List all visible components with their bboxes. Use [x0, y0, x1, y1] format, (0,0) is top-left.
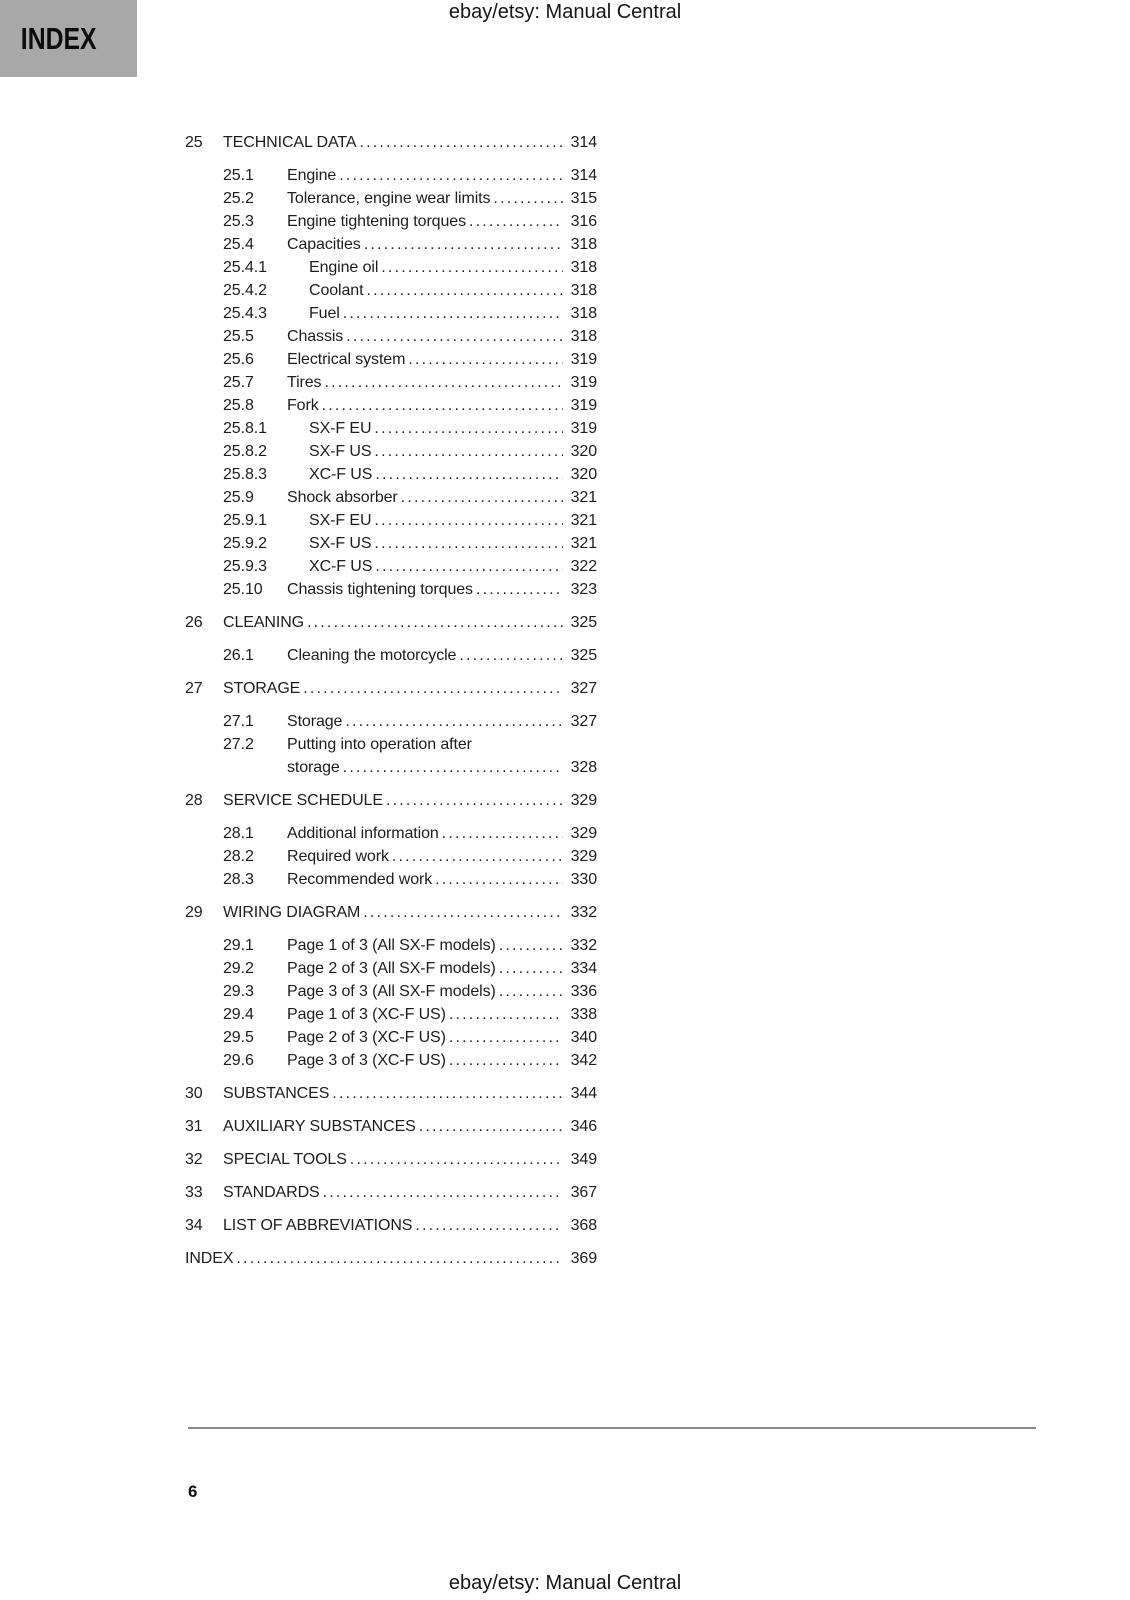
dot-leader	[303, 677, 563, 700]
footer-title: ebay/etsy: Manual Central	[448, 1572, 682, 1594]
toc-entry-number: 25.4.3	[223, 305, 267, 322]
toc-entry-title: Page 3 of 3 (XC-F US)	[287, 1052, 446, 1069]
toc-entry-page: 367	[570, 1184, 597, 1201]
toc-entry-page: 368	[570, 1217, 597, 1234]
dot-leader	[408, 348, 563, 371]
toc-entry-page: 321	[570, 535, 597, 552]
footer-rule	[188, 1427, 1036, 1429]
toc-entry-page: 332	[570, 937, 597, 954]
toc-entry-number: 25.5	[223, 328, 254, 345]
toc-entry-number: 29.5	[223, 1029, 254, 1046]
page-number: 6	[188, 1482, 198, 1501]
toc-entry	[185, 131, 597, 154]
toc-entry	[185, 845, 597, 868]
toc-entry-number: 29.1	[223, 937, 254, 954]
dot-leader	[339, 164, 563, 187]
toc-entry	[185, 532, 597, 555]
dot-leader	[364, 233, 563, 256]
toc-entry	[185, 463, 597, 486]
toc-entry-page: 369	[570, 1250, 597, 1267]
toc-entry-number: 33	[185, 1184, 203, 1201]
dot-leader	[449, 1026, 563, 1049]
toc-entry	[185, 957, 597, 980]
toc-entry	[185, 1115, 597, 1138]
toc-entry	[185, 733, 597, 756]
toc-entry-page: 329	[570, 792, 597, 809]
toc-entry-number: 25.4.2	[223, 282, 267, 299]
toc-entry-number: 25	[185, 134, 203, 151]
dot-leader	[236, 1247, 563, 1270]
toc-entry-number: 25.7	[223, 374, 254, 391]
toc-entry-page: 323	[570, 581, 597, 598]
dot-leader	[381, 256, 563, 279]
toc-entry-number: 27	[185, 680, 203, 697]
toc-entry-page: 344	[570, 1085, 597, 1102]
toc-entry-page: 332	[570, 904, 597, 921]
toc-entry-title: SERVICE SCHEDULE	[223, 792, 383, 809]
toc-entry-page: 329	[570, 848, 597, 865]
toc-entry-number: 25.3	[223, 213, 254, 230]
toc-entry-title: XC-F US	[309, 466, 373, 483]
toc-entry-number: 34	[185, 1217, 203, 1234]
toc-entry-number: 29.6	[223, 1052, 254, 1069]
toc-entry-title: Chassis	[287, 328, 344, 345]
toc-entry	[185, 1148, 597, 1171]
dot-leader	[323, 1181, 563, 1204]
toc-entry-title: Chassis tightening torques	[287, 581, 473, 598]
toc-entry-page: 314	[570, 167, 597, 184]
toc-entry-number: 28	[185, 792, 203, 809]
toc-entry-title: Engine tightening torques	[287, 213, 466, 230]
toc-entry-title: Page 3 of 3 (All SX-F models)	[287, 983, 496, 1000]
toc-entry-number: 30	[185, 1085, 203, 1102]
toc-entry-title: XC-F US	[309, 558, 373, 575]
toc-entry-page: 314	[570, 134, 597, 151]
toc-entry	[185, 868, 597, 891]
toc-entry-title: Coolant	[309, 282, 364, 299]
dot-leader	[449, 1049, 563, 1072]
toc-entry	[185, 1026, 597, 1049]
toc-entry-number: 27.1	[223, 713, 254, 730]
toc-entry-number: 25.4	[223, 236, 254, 253]
toc-entry	[185, 1247, 597, 1270]
toc-entry-page: 320	[570, 466, 597, 483]
toc-entry-number: 29	[185, 904, 203, 921]
toc-entry	[185, 901, 597, 924]
toc-entry-page: 338	[570, 1006, 597, 1023]
toc-entry	[185, 611, 597, 634]
toc-entry-page: 318	[570, 259, 597, 276]
toc-entry-page: 318	[570, 305, 597, 322]
toc-entry-page: 327	[570, 713, 597, 730]
toc-entry-page: 325	[570, 614, 597, 631]
index-tab-label: INDEX	[20, 20, 97, 56]
dot-leader	[307, 611, 563, 634]
toc-entry-page: 327	[570, 680, 597, 697]
toc-entry-page: 319	[570, 374, 597, 391]
toc-entry-page: 334	[570, 960, 597, 977]
toc-entry-title: Recommended work	[287, 871, 433, 888]
toc-entry-title: CLEANING	[223, 614, 304, 631]
toc-entry-title: SX-F EU	[309, 512, 372, 529]
toc-entry-number: 25.6	[223, 351, 254, 368]
dot-leader	[459, 644, 563, 667]
toc-entry-page: 318	[570, 236, 597, 253]
toc-entry-page: 321	[570, 489, 597, 506]
toc-entry	[185, 187, 597, 210]
dot-leader	[346, 325, 563, 348]
dot-leader	[374, 532, 563, 555]
toc-entry-page: 325	[570, 647, 597, 664]
toc-entry	[185, 1003, 597, 1026]
toc-entry-page: 322	[570, 558, 597, 575]
toc-entry-title: Additional information	[287, 825, 439, 842]
toc-entry-title: AUXILIARY SUBSTANCES	[223, 1118, 416, 1135]
toc-entry-page: 346	[570, 1118, 597, 1135]
dot-leader	[332, 1082, 563, 1105]
toc-entry-number: 26	[185, 614, 203, 631]
toc-entry-title: Page 1 of 3 (All SX-F models)	[287, 937, 496, 954]
toc-entry-title: Engine oil	[309, 259, 379, 276]
toc-entry-number: 28.3	[223, 871, 254, 888]
dot-leader	[469, 210, 563, 233]
toc-entry	[185, 371, 597, 394]
dot-leader	[375, 463, 563, 486]
toc-entry-number: 28.2	[223, 848, 254, 865]
toc-entry-title: Page 1 of 3 (XC-F US)	[287, 1006, 446, 1023]
toc-entry-number: 25.9.1	[223, 512, 267, 529]
toc-entry	[185, 555, 597, 578]
toc-entry-title: Shock absorber	[287, 489, 398, 506]
dot-leader	[343, 302, 563, 325]
toc-entry-page: 330	[570, 871, 597, 888]
toc-entry-title: SX-F US	[309, 443, 372, 460]
toc-entry	[185, 934, 597, 957]
toc-entry-title: INDEX	[185, 1250, 234, 1267]
dot-leader	[449, 1003, 563, 1026]
dot-leader	[374, 440, 563, 463]
toc-entry-title: LIST OF ABBREVIATIONS	[223, 1217, 413, 1234]
toc-entry	[185, 302, 597, 325]
toc-entry-page: 328	[570, 759, 597, 776]
dot-leader	[366, 279, 563, 302]
toc-entry-page: 321	[570, 512, 597, 529]
dot-leader	[350, 1148, 563, 1171]
toc-entry-title: SX-F EU	[309, 420, 372, 437]
toc-entry-number: 25.9.2	[223, 535, 267, 552]
toc-entry-page: 329	[570, 825, 597, 842]
toc-entry-title: Page 2 of 3 (XC-F US)	[287, 1029, 446, 1046]
toc-entry-number: 27.2	[223, 736, 254, 753]
toc-entry	[185, 417, 597, 440]
dot-leader	[375, 555, 563, 578]
dot-leader	[359, 131, 563, 154]
dot-leader	[386, 789, 563, 812]
dot-leader	[499, 934, 563, 957]
toc-entry	[185, 233, 597, 256]
dot-leader	[374, 417, 563, 440]
toc-entry-number: 25.10	[223, 581, 263, 598]
toc-entry-page: 342	[570, 1052, 597, 1069]
dot-leader	[363, 901, 563, 924]
dot-leader	[435, 868, 563, 891]
dot-leader	[374, 509, 563, 532]
toc-entry-title: Page 2 of 3 (All SX-F models)	[287, 960, 496, 977]
dot-leader	[493, 187, 563, 210]
toc-entry-title: Fork	[287, 397, 319, 414]
toc-entry	[185, 677, 597, 700]
table-of-contents	[185, 121, 597, 1270]
toc-entry-title: Storage	[287, 713, 343, 730]
toc-entry	[185, 1049, 597, 1072]
toc-entry	[185, 325, 597, 348]
toc-entry-title: Fuel	[309, 305, 340, 322]
toc-entry-number: 25.8.2	[223, 443, 267, 460]
toc-entry-number: 31	[185, 1118, 203, 1135]
toc-entry-number: 25.8.1	[223, 420, 267, 437]
toc-entry-number: 25.8.3	[223, 466, 267, 483]
toc-entry-title: WIRING DIAGRAM	[223, 904, 361, 921]
toc-entry-page: 319	[570, 397, 597, 414]
toc-entry	[185, 279, 597, 302]
toc-entry	[185, 394, 597, 417]
toc-entry-page: 318	[570, 282, 597, 299]
toc-entry-title: Required work	[287, 848, 389, 865]
toc-entry-title: Electrical system	[287, 351, 406, 368]
toc-entry-page: 318	[570, 328, 597, 345]
toc-entry-number: 25.1	[223, 167, 254, 184]
toc-entry-number: 29.2	[223, 960, 254, 977]
toc-entry-title: storage	[287, 759, 340, 776]
dot-leader	[324, 371, 563, 394]
toc-entry	[185, 578, 597, 601]
toc-entry	[185, 509, 597, 532]
toc-entry-title: Tolerance, engine wear limits	[287, 190, 491, 207]
toc-entry-number: 25.8	[223, 397, 254, 414]
toc-entry-number: 25.4.1	[223, 259, 267, 276]
toc-entry-number: 29.3	[223, 983, 254, 1000]
toc-entry-title: Engine	[287, 167, 337, 184]
toc-entry-page: 316	[570, 213, 597, 230]
toc-entry	[185, 164, 597, 187]
toc-entry-page: 336	[570, 983, 597, 1000]
dot-leader	[322, 394, 563, 417]
toc-entry-page: 319	[570, 351, 597, 368]
toc-entry-title: Cleaning the motorcycle	[287, 647, 457, 664]
dot-leader	[476, 578, 563, 601]
toc-entry	[185, 1214, 597, 1237]
toc-entry-number: 28.1	[223, 825, 254, 842]
toc-entry-number: 25.9	[223, 489, 254, 506]
toc-entry-title: STANDARDS	[223, 1184, 320, 1201]
toc-entry-title: Capacities	[287, 236, 361, 253]
toc-entry	[185, 256, 597, 279]
dot-leader	[415, 1214, 563, 1237]
dot-leader	[345, 710, 563, 733]
header-title: ebay/etsy: Manual Central	[448, 1, 682, 23]
dot-leader	[419, 1115, 563, 1138]
dot-leader	[442, 822, 563, 845]
toc-entry	[185, 789, 597, 812]
toc-entry-continuation	[185, 756, 597, 779]
toc-entry-number: 25.2	[223, 190, 254, 207]
toc-entry-number: 29.4	[223, 1006, 254, 1023]
toc-entry	[185, 980, 597, 1003]
toc-entry	[185, 1181, 597, 1204]
toc-entry	[185, 440, 597, 463]
toc-entry	[185, 822, 597, 845]
toc-entry	[185, 486, 597, 509]
toc-entry	[185, 644, 597, 667]
toc-entry-number: 25.9.3	[223, 558, 267, 575]
toc-entry-page: 340	[570, 1029, 597, 1046]
toc-entry-title: TECHNICAL DATA	[223, 134, 357, 151]
toc-entry-number: 32	[185, 1151, 203, 1168]
toc-entry-title: SUBSTANCES	[223, 1085, 330, 1102]
toc-entry-title: SPECIAL TOOLS	[223, 1151, 347, 1168]
toc-entry-title: Putting into operation after	[287, 736, 472, 753]
toc-entry-page: 349	[570, 1151, 597, 1168]
toc-entry-page: 319	[570, 420, 597, 437]
dot-leader	[499, 980, 563, 1003]
toc-entry	[185, 348, 597, 371]
toc-entry-title: SX-F US	[309, 535, 372, 552]
toc-entry	[185, 710, 597, 733]
toc-entry	[185, 1082, 597, 1105]
dot-leader	[343, 756, 563, 779]
toc-entry-page: 320	[570, 443, 597, 460]
dot-leader	[392, 845, 563, 868]
dot-leader	[401, 486, 563, 509]
toc-entry-number: 26.1	[223, 647, 254, 664]
dot-leader	[499, 957, 563, 980]
toc-entry-page: 315	[570, 190, 597, 207]
toc-entry-title: Tires	[287, 374, 322, 391]
toc-entry	[185, 210, 597, 233]
toc-entry-title: STORAGE	[223, 680, 301, 697]
